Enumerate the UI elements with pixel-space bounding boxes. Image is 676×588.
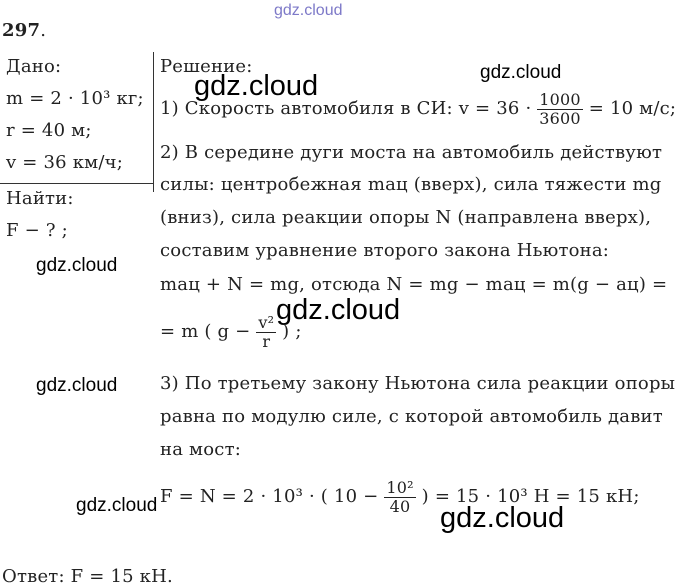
step2-line5: maц + N = mg, отсюда N = mg − maц = m(g − aц) =	[160, 274, 668, 295]
step3-line1: 3) По третьему закону Ньютона сила реакции опоры	[160, 373, 676, 394]
step2-line6-suffix: ) ;	[282, 321, 302, 342]
problem-number-suffix: .	[40, 20, 47, 41]
column-divider	[153, 52, 154, 192]
solution-label: Решение:	[160, 56, 253, 77]
step2-line6	[160, 312, 302, 352]
watermark: gdz.cloud	[194, 70, 319, 102]
step3-line3: на мост:	[160, 439, 241, 460]
step1-denominator: 3600	[539, 108, 581, 128]
step3-line4-suffix: ) = 15 · 10³ Н = 15 кН;	[421, 486, 640, 507]
step1-numerator: 1000	[539, 89, 581, 109]
step2-line3: (вниз), сила реакции опоры N (направлена вверх),	[160, 207, 652, 228]
given-label: Дано:	[6, 56, 62, 77]
watermark: gdz.cloud	[36, 255, 118, 276]
step3-line4	[160, 474, 640, 520]
step3-line4-numerator: 10²	[386, 477, 414, 497]
watermark: gdz.cloud	[480, 62, 562, 83]
solution-step1	[160, 89, 676, 129]
find-label: Найти:	[6, 188, 74, 209]
step1-suffix: = 10 м/с;	[588, 98, 676, 119]
given-mass: m = 2 · 10³ кг;	[6, 88, 144, 109]
step1-fraction	[537, 91, 583, 128]
watermark: gdz.cloud	[76, 495, 158, 516]
problem-number	[2, 20, 46, 42]
given-divider	[0, 183, 153, 184]
step2-line6-denominator: r	[262, 331, 271, 351]
step3-line4-denominator: 40	[389, 496, 411, 516]
watermark: gdz.cloud	[276, 294, 401, 326]
watermark-top: gdz.cloud	[274, 2, 343, 19]
step2-line6-fraction	[256, 314, 276, 351]
step3-line2: равна по модулю силе, с которой автомобиль давит	[160, 406, 663, 427]
find-value: F − ? ;	[6, 220, 68, 241]
step1-prefix: 1) Скорость автомобиля в СИ: v = 36 ·	[160, 98, 532, 119]
given-radius: r = 40 м;	[6, 120, 92, 141]
step3-line4-fraction	[384, 479, 415, 516]
step2-line4: составим уравнение второго закона Ньютона:	[160, 240, 610, 261]
watermark: gdz.cloud	[440, 502, 565, 534]
problem-number-value: 297	[2, 20, 41, 41]
answer: Ответ: F = 15 кН.	[2, 566, 173, 587]
step3-line4-prefix: F = N = 2 · 10³ · ( 10 −	[160, 486, 379, 507]
step2-line6-numerator: v²	[258, 312, 275, 332]
step2-line2: силы: центробежная maц (вверх), сила тяжести mg	[160, 174, 662, 195]
step2-line6-prefix: = m ( g −	[160, 321, 251, 342]
watermark: gdz.cloud	[36, 375, 118, 396]
given-velocity: v = 36 км/ч;	[6, 152, 124, 173]
step2-line1: 2) В середине дуги моста на автомобиль действуют	[160, 142, 663, 163]
